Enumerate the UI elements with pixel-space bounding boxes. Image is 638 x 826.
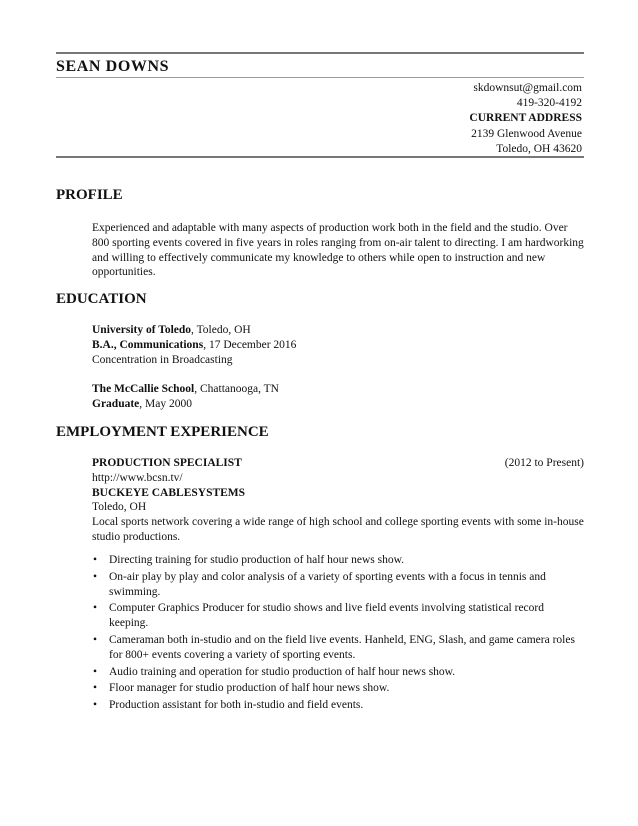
duty-text: Directing training for studio production of half hour news show. bbox=[109, 554, 405, 566]
company-location: Toledo, OH bbox=[92, 501, 147, 514]
job-entry bbox=[92, 456, 584, 545]
address-label: CURRENT ADDRESS bbox=[469, 112, 582, 125]
list-item bbox=[92, 570, 584, 600]
school-line bbox=[92, 323, 584, 338]
email-link[interactable]: skdownsut@gmail.com bbox=[473, 82, 582, 94]
company-description: Local sports network covering a wide range of high school and college sporting events with some in-house studio productions. bbox=[92, 516, 584, 543]
company-name: BUCKEYE CABLESYSTEMS bbox=[92, 486, 246, 499]
duty-text: Floor manager for studio production of half hour news show. bbox=[109, 682, 390, 695]
school-location: , Chattanooga, TN bbox=[194, 383, 279, 396]
duty-text: On-air play by play and color analysis of a variety of sporting events with a focus in tennis and swimming. bbox=[109, 570, 546, 598]
bullet-icon: • bbox=[93, 554, 98, 566]
job-dates: (2012 to Present) bbox=[504, 457, 584, 469]
duty-text: Audio training and operation for studio production of half hour news show. bbox=[109, 665, 456, 678]
duties-list bbox=[92, 553, 584, 715]
school-name: University of Toledo bbox=[92, 324, 192, 336]
list-item bbox=[92, 633, 584, 663]
bullet-icon: • bbox=[93, 665, 98, 678]
list-item bbox=[92, 681, 584, 696]
degree-line bbox=[92, 397, 584, 412]
header-top-rule bbox=[56, 52, 584, 54]
list-item bbox=[92, 601, 584, 631]
duty-text: Cameraman both in-studio and on the field live events. Hanheld, ENG, Slash, and game camera roles for 800+ events covering a variety of sporting events. bbox=[109, 633, 575, 661]
job-header bbox=[92, 456, 584, 471]
education-list bbox=[92, 323, 584, 412]
degree-name: B.A., Communications bbox=[92, 338, 204, 351]
profile-heading: PROFILE bbox=[56, 187, 123, 203]
spacer bbox=[92, 367, 584, 382]
school-name: The McCallie School bbox=[92, 383, 195, 396]
name-divider bbox=[56, 77, 584, 78]
candidate-name: SEAN DOWNS bbox=[56, 58, 170, 75]
header-bottom-rule bbox=[56, 156, 584, 158]
degree-date: , May 2000 bbox=[139, 398, 192, 411]
duty-text: Production assistant for both in-studio and field events. bbox=[109, 699, 364, 712]
duty-text: Computer Graphics Producer for studio shows and live field events involving statistical record keeping. bbox=[109, 602, 544, 630]
company-url-link[interactable]: http://www.bcsn.tv/ bbox=[92, 471, 183, 484]
degree-note: Concentration in Broadcasting bbox=[92, 353, 233, 366]
job-title: PRODUCTION SPECIALIST bbox=[92, 457, 242, 469]
profile-text: Experienced and adaptable with many aspects of production work both in the field and the studio. Over 800 sporting events covered in five years in roles ranging from on-air talent to directing. I am hardworking and willing to effectively communicate my knowledge to others while open to instruction and new opportunities. bbox=[92, 222, 584, 279]
bullet-icon: • bbox=[93, 682, 98, 695]
bullet-icon: • bbox=[93, 699, 98, 712]
bullet-icon: • bbox=[93, 570, 98, 583]
city-state-zip: Toledo, OH 43620 bbox=[496, 142, 582, 155]
bullet-icon: • bbox=[93, 602, 98, 615]
education-heading: EDUCATION bbox=[56, 291, 147, 307]
contact-block bbox=[469, 81, 582, 157]
street-address: 2139 Glenwood Avenue bbox=[471, 127, 582, 140]
list-item bbox=[92, 665, 584, 680]
list-item bbox=[92, 698, 584, 713]
degree-date: , 17 December 2016 bbox=[203, 338, 297, 351]
degree-name: Graduate bbox=[92, 398, 140, 411]
school-location: , Toledo, OH bbox=[191, 324, 251, 336]
school-line bbox=[92, 382, 584, 397]
phone-number: 419-320-4192 bbox=[516, 97, 582, 110]
employment-heading: EMPLOYMENT EXPERIENCE bbox=[56, 424, 269, 440]
profile-summary bbox=[92, 221, 584, 280]
degree-line bbox=[92, 338, 584, 353]
bullet-icon: • bbox=[93, 633, 98, 646]
list-item bbox=[92, 553, 584, 568]
